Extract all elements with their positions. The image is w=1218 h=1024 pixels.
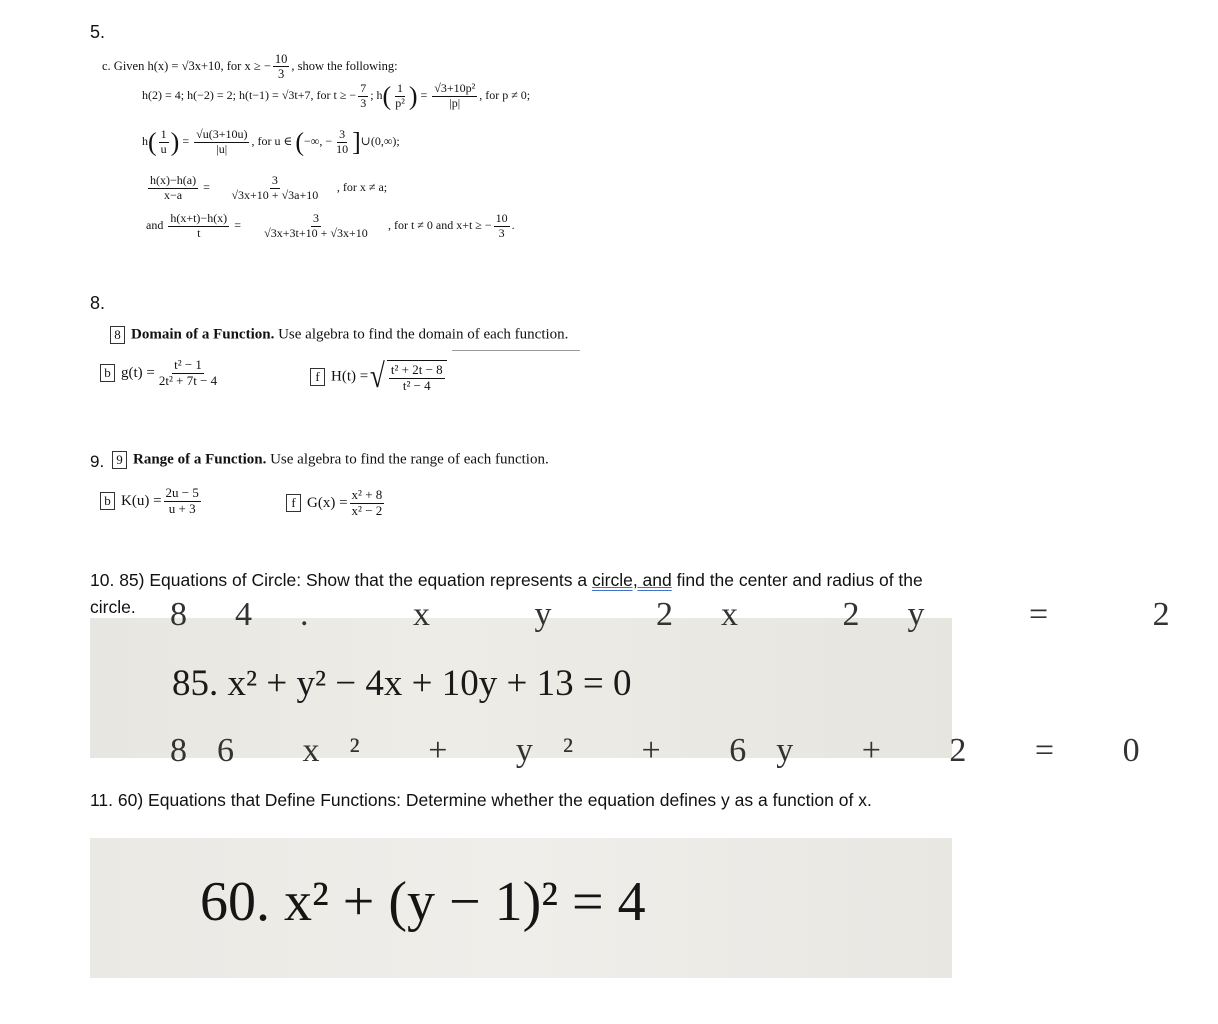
problem-9f: f G(x) = $\frac{\text{x² + 8}}{\text{x² − 2}}$ bbox=[286, 488, 386, 519]
problem-8b: b g(t) = $\frac{\text{t² − 1}}{\text{2t² + 7t − 4}}$ bbox=[100, 358, 221, 389]
problem-5-line-1: h(2) = 4; h(−2) = 2; h(t−1) = √3t+7, for t ≥ − $\frac{7}{3}$ ; h( $\frac{1}{\text{p²}}$ ) = $\frac{\text{√3+10p²}}{|p|}$ , for p ≠ 0; bbox=[142, 81, 531, 111]
problem-10-photo bbox=[90, 596, 1218, 769]
problem-8f: f H(t) = √ $\frac{\text{t² + 2t − 8}}{\text{t² − 4}}$ bbox=[310, 360, 447, 394]
problem-5-statement: c. Given h(x) = √3x+10, for x ≥ − $\frac{10}{3}$ , show the following: bbox=[102, 52, 398, 82]
circle-equation: 85. x² + y² − 4x + 10y + 13 = 0 bbox=[172, 663, 632, 704]
problem-8-title: Domain of a Function. bbox=[131, 326, 275, 343]
problem-11-photo bbox=[90, 838, 952, 978]
problem-5-line-3: $\frac{h(x)-h(a)}{x-a}$ = $\frac{3}{√3x+10 + √3a+10}$ , for x ≠ a; bbox=[150, 173, 388, 202]
problem-8b-box: b bbox=[100, 364, 115, 382]
problem-8-heading bbox=[110, 326, 568, 344]
problem-9-number: 9. bbox=[90, 452, 105, 471]
problem-8-number: 8. bbox=[90, 293, 106, 313]
problem-8f-box: f bbox=[310, 368, 325, 386]
problem-9b: b K(u) = $\frac{2u - 5}{u + 3}$ bbox=[100, 486, 203, 517]
problem-9b-box: b bbox=[100, 492, 115, 510]
photo-partial-top-line: 84. x y 2x 2y = 2 bbox=[170, 596, 1218, 633]
problem-8-box: 8 bbox=[110, 326, 125, 344]
problem-9f-box: f bbox=[286, 494, 301, 512]
problem-9-box: 9 bbox=[112, 451, 127, 469]
problem-8-underline bbox=[452, 350, 580, 351]
problem-10-text: 10. 85) Equations of Circle: Show that the equation represents a circle, and find the center and radius of the circle. bbox=[90, 570, 923, 617]
problem-10-linked-phrase: circle, and bbox=[591, 570, 672, 590]
problem-5-number: 5. bbox=[90, 22, 106, 42]
problem-11-text: 11. 60) Equations that Define Functions: Determine whether the equation defines y as a function of x. bbox=[90, 790, 872, 810]
problem-8-instruction: Use algebra to find the domain of each function. bbox=[278, 326, 569, 343]
photo-partial-bottom-line: 86 x² + y² + 6y + 2 = 0 bbox=[170, 732, 1170, 769]
function-equation: 60. x² + (y − 1)² = 4 bbox=[200, 871, 646, 933]
problem-9-title: Range of a Function. bbox=[133, 451, 267, 468]
problem-9-heading bbox=[112, 451, 549, 469]
problem-9-instruction: Use algebra to find the range of each function. bbox=[270, 451, 549, 468]
problem-5-line-4: and $\frac{h(x+t)-h(x)}{t}$ = $\frac{3}{√3x+3t+10 + √3x+10}$ , for t ≠ 0 and x+t ≥ − $\frac{10}{3}$ . bbox=[146, 211, 515, 240]
problem-5-line-2: h( $\frac{1}{u}$ ) = $\frac{√u(3+10u)}{|u|}$ , for u ∈ (−∞, − $\frac{3}{10}$ ]∪(0,∞); bbox=[142, 127, 400, 157]
